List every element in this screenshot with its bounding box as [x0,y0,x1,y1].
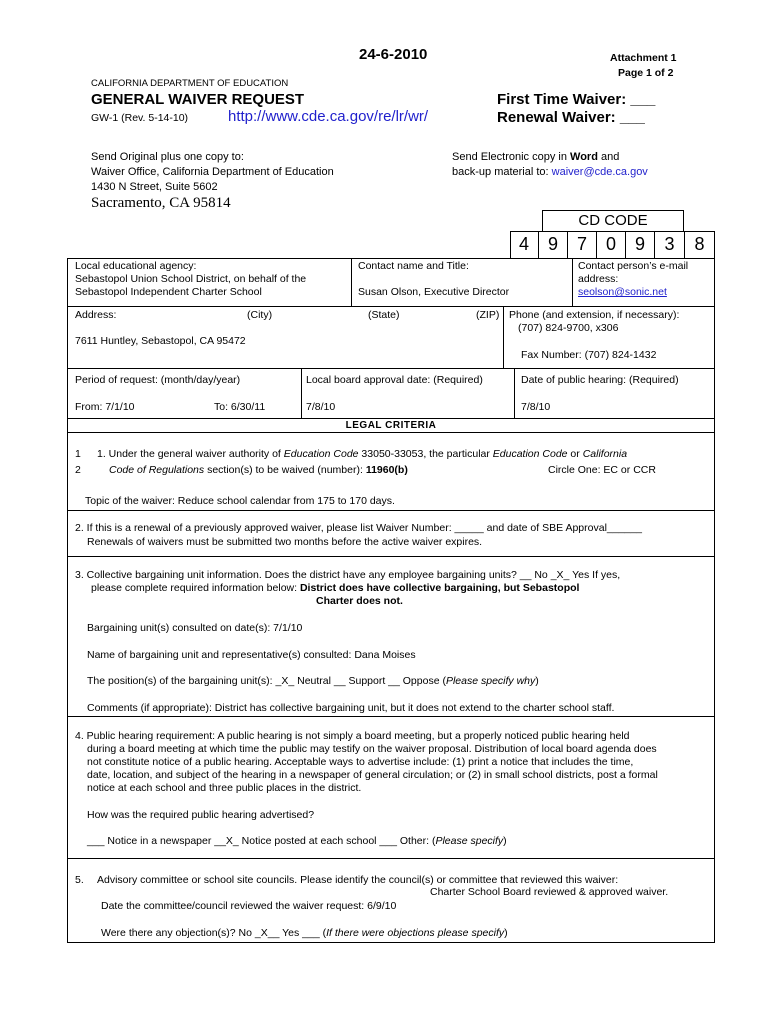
send-original-line-3: 1430 N Street, Suite 5602 [91,181,218,193]
cd-code-digit: 3 [655,231,685,258]
column-divider [301,368,302,418]
send-electronic-line-2: back-up material to: waiver@cde.ca.gov [452,166,648,178]
objections-question: Were there any objection(s)? No _X__ Yes ___ (If there were objections please specify) [101,927,508,939]
send-original-line-1: Send Original plus one copy to: [91,151,244,163]
item4-line-5: notice at each school and three public places in the district. [87,782,362,794]
cd-code-digit: 8 [685,231,715,258]
send-original-line-2: Waiver Office, California Department of Education [91,166,334,178]
page-number: Page 1 of 2 [618,67,674,79]
cd-code-digit: 0 [597,231,626,258]
circle-one: Circle One: EC or CCR [548,464,656,476]
column-divider [572,258,573,306]
cd-code-digit: 9 [539,231,568,258]
document-date: 24-6-2010 [359,46,428,63]
zip-label: (ZIP) [476,309,500,321]
hearing-notice-options: ___ Notice in a newspaper __X_ Notice posted at each school ___ Other: (Please specify) [87,835,507,847]
margin-number: 1 [75,448,81,460]
cd-code-label: CD CODE [578,212,648,229]
item2-line-1: 2. If this is a renewal of a previously approved waiver, please list Waiver Number: _____ and date of SBE Approval______ [75,522,642,534]
fax-number: Fax Number: (707) 824-1432 [521,349,657,361]
bargaining-units-consulted: Bargaining unit(s) consulted on date(s): 7/1/10 [87,622,303,634]
form-title: GENERAL WAIVER REQUEST [91,91,305,108]
waiver-email-link[interactable]: waiver@cde.ca.gov [551,166,648,178]
email-label-2: address: [578,273,619,285]
contact-value: Susan Olson, Executive Director [358,286,510,298]
send-electronic-line-1: Send Electronic copy in Word and [452,151,620,163]
department-name: CALIFORNIA DEPARTMENT OF EDUCATION [91,78,289,89]
bargaining-comments: Comments (if appropriate): District has collective bargaining unit, but it does not extend to the charter school staff. [87,702,615,714]
period-from: From: 7/1/10 [75,401,135,413]
row-divider [67,306,715,307]
row-divider [67,432,715,433]
item4-line-1: 4. Public hearing requirement: A public hearing is not simply a board meeting, but a properly noticed public hearing held [75,730,630,742]
email-label-1: Contact person’s e-mail [578,260,689,272]
item2-line-2: Renewals of waivers must be submitted two months before the active waiver expires. [87,536,483,548]
board-approval-label: Local board approval date: (Required) [306,374,483,386]
hearing-advertised-question: How was the required public hearing advertised? [87,809,315,821]
phone-value: (707) 824-9700, x306 [518,322,619,334]
renewal-waiver: Renewal Waiver: ___ [497,109,645,126]
city-label: (City) [247,309,273,321]
lea-name-line-2: Sebastopol Independent Charter School [75,286,262,298]
contact-label: Contact name and Title: [358,260,469,272]
item1-line-2: Code of Regulations section(s) to be waived (number): 11960(b) [109,464,408,476]
phone-label: Phone (and extension, if necessary): [509,309,680,321]
period-label: Period of request: (month/day/year) [75,374,241,386]
hearing-date: 7/8/10 [521,401,551,413]
cd-code-digit: 7 [568,231,597,258]
board-approval-date: 7/8/10 [306,401,336,413]
column-divider [514,368,515,418]
first-time-waiver: First Time Waiver: ___ [497,91,656,108]
attachment-label: Attachment 1 [610,52,677,64]
item1-line-1: 1. Under the general waiver authority of Education Code 33050-33053, the particular Education Code or California [97,448,628,460]
item4-line-4: date, location, and subject of the hearing in a newspaper of general circulation; or (2) in small school districts, post a formal [87,769,658,781]
lea-label: Local educational agency: [75,260,197,272]
column-divider [503,306,504,368]
item3-line-1: 3. Collective bargaining unit information. Does the district have any employee bargaining units? __ No _X_ Yes If yes, [75,569,621,581]
address-label: Address: [75,309,117,321]
row-divider [67,858,715,859]
row-divider [67,556,715,557]
hearing-date-label: Date of public hearing: (Required) [521,374,679,386]
row-divider [67,510,715,511]
state-label: (State) [368,309,400,321]
cd-code-digit: 9 [626,231,655,258]
cd-code-digit: 4 [510,231,539,258]
contact-email[interactable]: seolson@sonic.net [578,286,667,298]
bargaining-position: The position(s) of the bargaining unit(s): _X_ Neutral __ Support __ Oppose (Please specify why) [87,675,539,687]
row-divider [67,418,715,419]
form-number: GW-1 (Rev. 5-14-10) [91,112,189,124]
committee-review-date: Date the committee/council reviewed the waiver request: 6/9/10 [101,900,397,912]
legal-criteria-heading: LEGAL CRITERIA [345,420,437,431]
margin-number: 2 [75,464,81,476]
waiver-topic: Topic of the waiver: Reduce school calendar from 175 to 170 days. [85,495,395,507]
item5-line-2: Charter School Board reviewed & approved waiver. [430,886,669,898]
item5-number: 5. [75,874,84,886]
column-divider [351,258,352,306]
item5-line-1: Advisory committee or school site councils. Please identify the council(s) or committee that reviewed this waiver: [97,874,619,886]
address-value: 7611 Huntley, Sebastopol, CA 95472 [75,335,246,347]
item4-line-3: not constitute notice of a public hearing. Acceptable ways to advertise include: (1) print a notice that includes the time, [87,756,634,768]
item4-line-2: during a board meeting at which time the public may testify on the waiver proposal. Distribution of local board agenda does [87,743,657,755]
item3-line-3: Charter does not. [316,595,403,607]
bargaining-representative: Name of bargaining unit and representative(s) consulted: Dana Moises [87,649,416,661]
send-original-line-4: Sacramento, CA 95814 [91,195,231,211]
cde-waiver-link[interactable]: http://www.cde.ca.gov/re/lr/wr/ [228,108,429,125]
row-divider [67,368,715,369]
period-to: To: 6/30/11 [214,401,266,413]
item3-line-2: please complete required information below: District does have collective bargaining, but Sebastopol [91,582,580,594]
row-divider [67,716,715,717]
lea-name-line-1: Sebastopol Union School District, on behalf of the [75,273,307,285]
